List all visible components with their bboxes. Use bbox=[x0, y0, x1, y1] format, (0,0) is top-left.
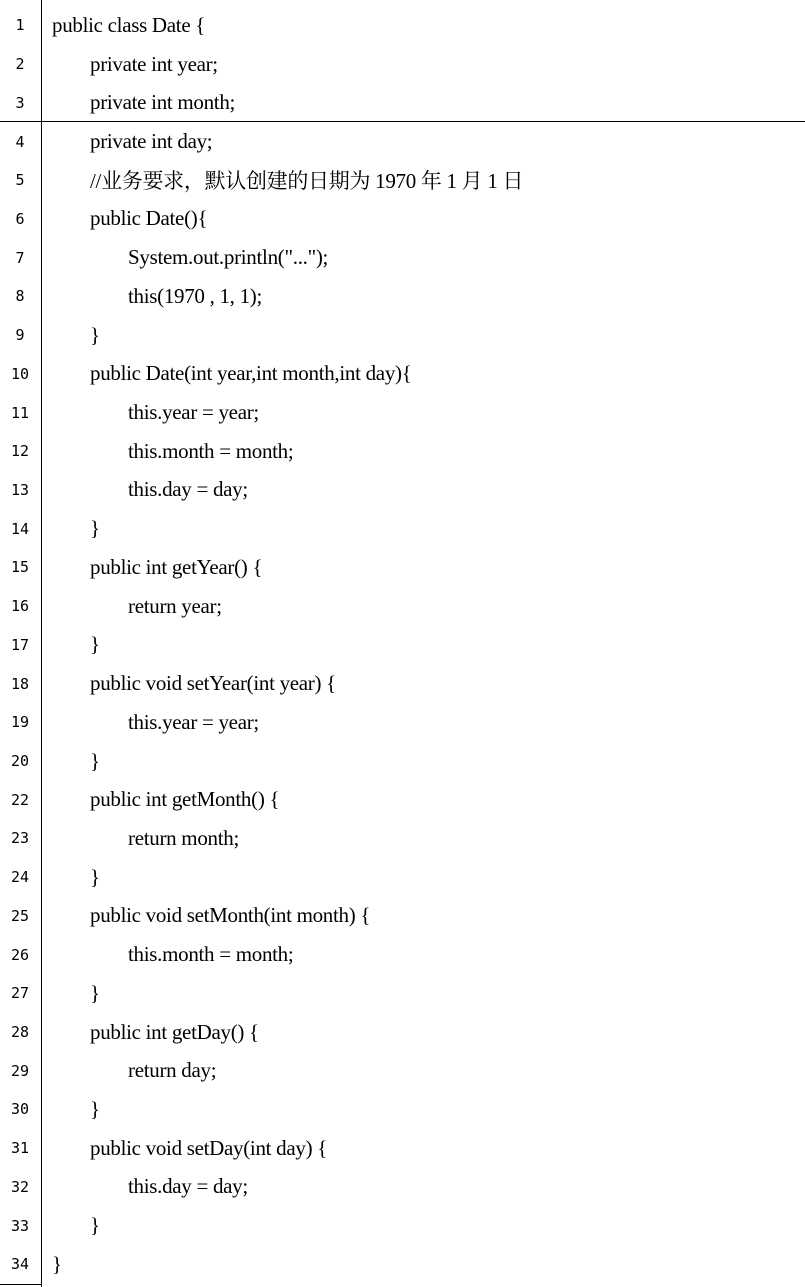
code-text: public void setMonth(int month) { bbox=[90, 903, 371, 928]
code-line bbox=[0, 858, 805, 897]
code-text: public int getDay() { bbox=[90, 1019, 259, 1044]
code-text: public Date(int year,int month,int day){ bbox=[90, 361, 412, 386]
code-text: } bbox=[90, 1096, 100, 1121]
code-line bbox=[0, 122, 805, 161]
code-line bbox=[0, 1129, 805, 1168]
code-text: private int day; bbox=[90, 129, 213, 154]
code-line bbox=[0, 316, 805, 355]
line-number: 9 bbox=[15, 326, 25, 345]
line-number: 19 bbox=[10, 713, 30, 732]
line-number: 23 bbox=[10, 829, 30, 848]
line-number: 30 bbox=[10, 1100, 30, 1119]
code-text: this.day = day; bbox=[128, 1174, 248, 1199]
code-line bbox=[0, 509, 805, 548]
code-text: } bbox=[90, 516, 100, 541]
code-listing bbox=[0, 6, 805, 1284]
line-number: 5 bbox=[15, 171, 25, 190]
code-line bbox=[0, 819, 805, 858]
line-number: 2 bbox=[15, 55, 25, 74]
code-line bbox=[0, 897, 805, 936]
line-number: 27 bbox=[10, 984, 30, 1003]
line-number: 33 bbox=[10, 1216, 30, 1235]
line-number: 34 bbox=[10, 1255, 30, 1274]
code-text: } bbox=[90, 864, 100, 889]
code-text: private int year; bbox=[90, 51, 218, 76]
code-line bbox=[0, 1245, 805, 1284]
code-line bbox=[0, 1090, 805, 1129]
code-line bbox=[0, 6, 805, 45]
line-number: 10 bbox=[10, 364, 30, 383]
line-number: 25 bbox=[10, 906, 30, 925]
code-text: this.month = month; bbox=[128, 438, 294, 463]
line-number: 29 bbox=[10, 1061, 30, 1080]
code-line bbox=[0, 393, 805, 432]
code-text: } bbox=[90, 322, 100, 347]
code-line bbox=[0, 548, 805, 587]
code-line bbox=[0, 1168, 805, 1207]
line-number: 8 bbox=[15, 287, 25, 306]
code-line bbox=[0, 780, 805, 819]
code-line bbox=[0, 1013, 805, 1052]
code-text: public void setDay(int day) { bbox=[90, 1135, 327, 1160]
line-number: 22 bbox=[10, 790, 30, 809]
code-line bbox=[0, 587, 805, 626]
code-text: } bbox=[90, 980, 100, 1005]
code-line bbox=[0, 626, 805, 665]
code-line bbox=[0, 83, 805, 122]
code-text: public Date(){ bbox=[90, 206, 208, 231]
code-text: public int getMonth() { bbox=[90, 787, 280, 812]
line-number: 14 bbox=[10, 519, 30, 538]
code-text: this.day = day; bbox=[128, 477, 248, 502]
line-number: 13 bbox=[10, 480, 30, 499]
code-text: } bbox=[90, 748, 100, 773]
code-line bbox=[0, 935, 805, 974]
code-text: } bbox=[90, 632, 100, 657]
code-line bbox=[0, 277, 805, 316]
code-line bbox=[0, 354, 805, 393]
code-line bbox=[0, 1206, 805, 1245]
code-line bbox=[0, 974, 805, 1013]
code-text: System.out.println("..."); bbox=[128, 245, 329, 270]
code-text: this(1970 , 1, 1); bbox=[128, 283, 263, 308]
line-number: 12 bbox=[10, 442, 30, 461]
gutter-end-rule bbox=[0, 1284, 42, 1285]
code-text: this.month = month; bbox=[128, 942, 294, 967]
line-number: 17 bbox=[10, 635, 30, 654]
code-line bbox=[0, 742, 805, 781]
line-number: 26 bbox=[10, 945, 30, 964]
code-line bbox=[0, 703, 805, 742]
code-text: } bbox=[52, 1251, 62, 1276]
line-number: 3 bbox=[15, 93, 25, 112]
code-text: public void setYear(int year) { bbox=[90, 671, 336, 696]
line-number: 31 bbox=[10, 1139, 30, 1158]
line-number: 18 bbox=[10, 674, 30, 693]
code-text: private int month; bbox=[90, 90, 236, 115]
code-line bbox=[0, 238, 805, 277]
code-line bbox=[0, 161, 805, 200]
line-number: 28 bbox=[10, 1023, 30, 1042]
code-line bbox=[0, 1051, 805, 1090]
code-line bbox=[0, 45, 805, 84]
line-number: 15 bbox=[10, 558, 30, 577]
code-line bbox=[0, 200, 805, 239]
code-text: this.year = year; bbox=[128, 709, 259, 734]
code-text: public class Date { bbox=[52, 12, 206, 37]
line-number: 16 bbox=[10, 597, 30, 616]
line-number: 11 bbox=[10, 403, 30, 422]
line-number: 20 bbox=[10, 752, 30, 771]
code-text: this.year = year; bbox=[128, 400, 259, 425]
code-line bbox=[0, 432, 805, 471]
code-text: return day; bbox=[128, 1058, 217, 1083]
line-number: 6 bbox=[15, 209, 25, 228]
code-text: return month; bbox=[128, 825, 239, 850]
code-text: public int getYear() { bbox=[90, 554, 263, 579]
line-number: 7 bbox=[15, 248, 25, 267]
line-number: 4 bbox=[15, 132, 25, 151]
code-text: return year; bbox=[128, 593, 222, 618]
code-line bbox=[0, 664, 805, 703]
line-number: 24 bbox=[10, 868, 30, 887]
code-line bbox=[0, 471, 805, 510]
line-number: 32 bbox=[10, 1177, 30, 1196]
code-text: //业务要求，默认创建的日期为 1970 年 1 月 1 日 bbox=[90, 169, 524, 194]
line-number: 1 bbox=[15, 16, 25, 35]
code-text: } bbox=[90, 1213, 100, 1238]
